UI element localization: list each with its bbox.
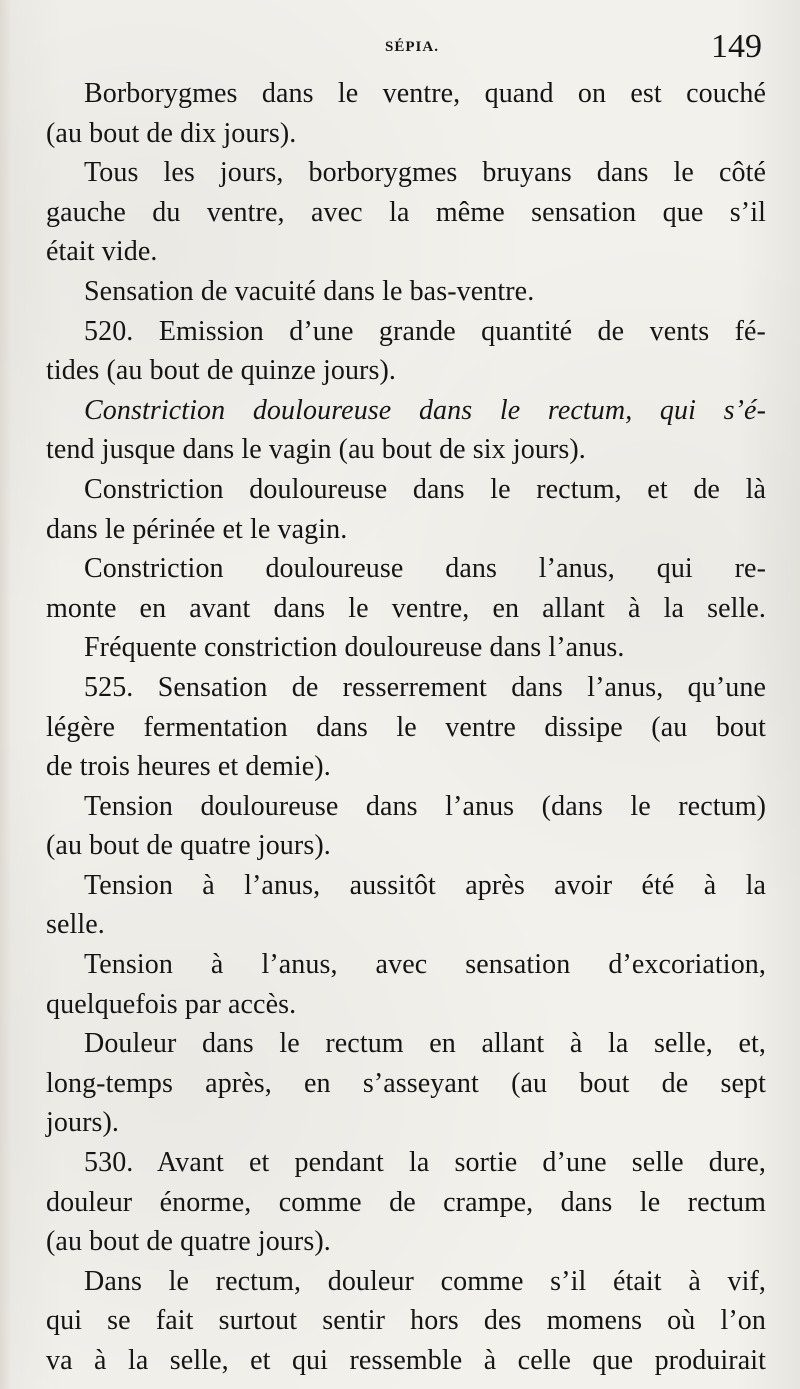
- text-line: était vide.: [46, 236, 158, 268]
- page-text: [46, 74, 766, 1381]
- text-line: qui se fait surtout sentir hors des momens où l’on: [46, 1305, 766, 1337]
- page-gutter-shadow: [0, 0, 12, 1389]
- page-number: 149: [711, 28, 762, 65]
- text-line: 530. Avant et pendant la sortie d’une selle dure,: [84, 1147, 766, 1179]
- text-line: Constriction douloureuse dans le rectum, et de là: [84, 473, 766, 505]
- text-line: Tous les jours, borborygmes bruyans dans le côté: [84, 157, 766, 189]
- text-line: Dans le rectum, douleur comme s’il était à vif,: [84, 1265, 766, 1297]
- text-line: douleur énorme, comme de crampe, dans le rectum: [46, 1186, 766, 1218]
- text-line: long-temps après, en s’asseyant (au bout de sept: [46, 1067, 766, 1099]
- text-line: monte en avant dans le ventre, en allant à la selle.: [46, 592, 766, 624]
- text-line: (au bout de quatre jours).: [46, 830, 331, 862]
- text-line: (au bout de dix jours).: [46, 117, 297, 149]
- running-head: SÉPIA.: [385, 39, 439, 55]
- text-line: Fréquente constriction douloureuse dans l’anus.: [84, 632, 625, 664]
- text-line: de trois heures et demie).: [46, 751, 331, 783]
- text-line: tend jusque dans le vagin (au bout de six jours).: [46, 434, 586, 466]
- text-line: Constriction douloureuse dans l’anus, qui re-: [84, 553, 766, 585]
- text-line: Tension à l’anus, avec sensation d’excoriation,: [84, 949, 766, 981]
- text-line: quelquefois par accès.: [46, 988, 297, 1020]
- text-line: Borborygmes dans le ventre, quand on est couché: [84, 78, 766, 109]
- text-line: Tension à l’anus, aussitôt après avoir été à la: [84, 869, 766, 901]
- text-line: tides (au bout de quinze jours).: [46, 355, 397, 387]
- text-line: dans le périnée et le vagin.: [46, 513, 348, 545]
- text-line: Sensation de vacuité dans le bas-ventre.: [84, 275, 535, 307]
- text-line: (au bout de quatre jours).: [46, 1226, 331, 1258]
- text-line: Tension douloureuse dans l’anus (dans le rectum): [84, 790, 766, 822]
- page-header: [52, 30, 762, 70]
- text-line: légère fermentation dans le ventre dissipe (au bout: [46, 711, 766, 743]
- text-line: Douleur dans le rectum en allant à la selle, et,: [84, 1028, 766, 1060]
- text-line: selle.: [46, 909, 105, 941]
- text-line: 525. Sensation de resserrement dans l’anus, qu’une: [84, 671, 766, 703]
- text-line: jours).: [46, 1107, 120, 1139]
- text-line: va à la selle, et qui ressemble à celle que produirait: [46, 1345, 766, 1376]
- text-line: Constriction douloureuse dans le rectum, qui s’é-: [84, 394, 766, 426]
- text-line: gauche du ventre, avec la même sensation que s’il: [46, 196, 766, 228]
- text-line: 520. Emission d’une grande quantité de vents fé-: [84, 315, 766, 347]
